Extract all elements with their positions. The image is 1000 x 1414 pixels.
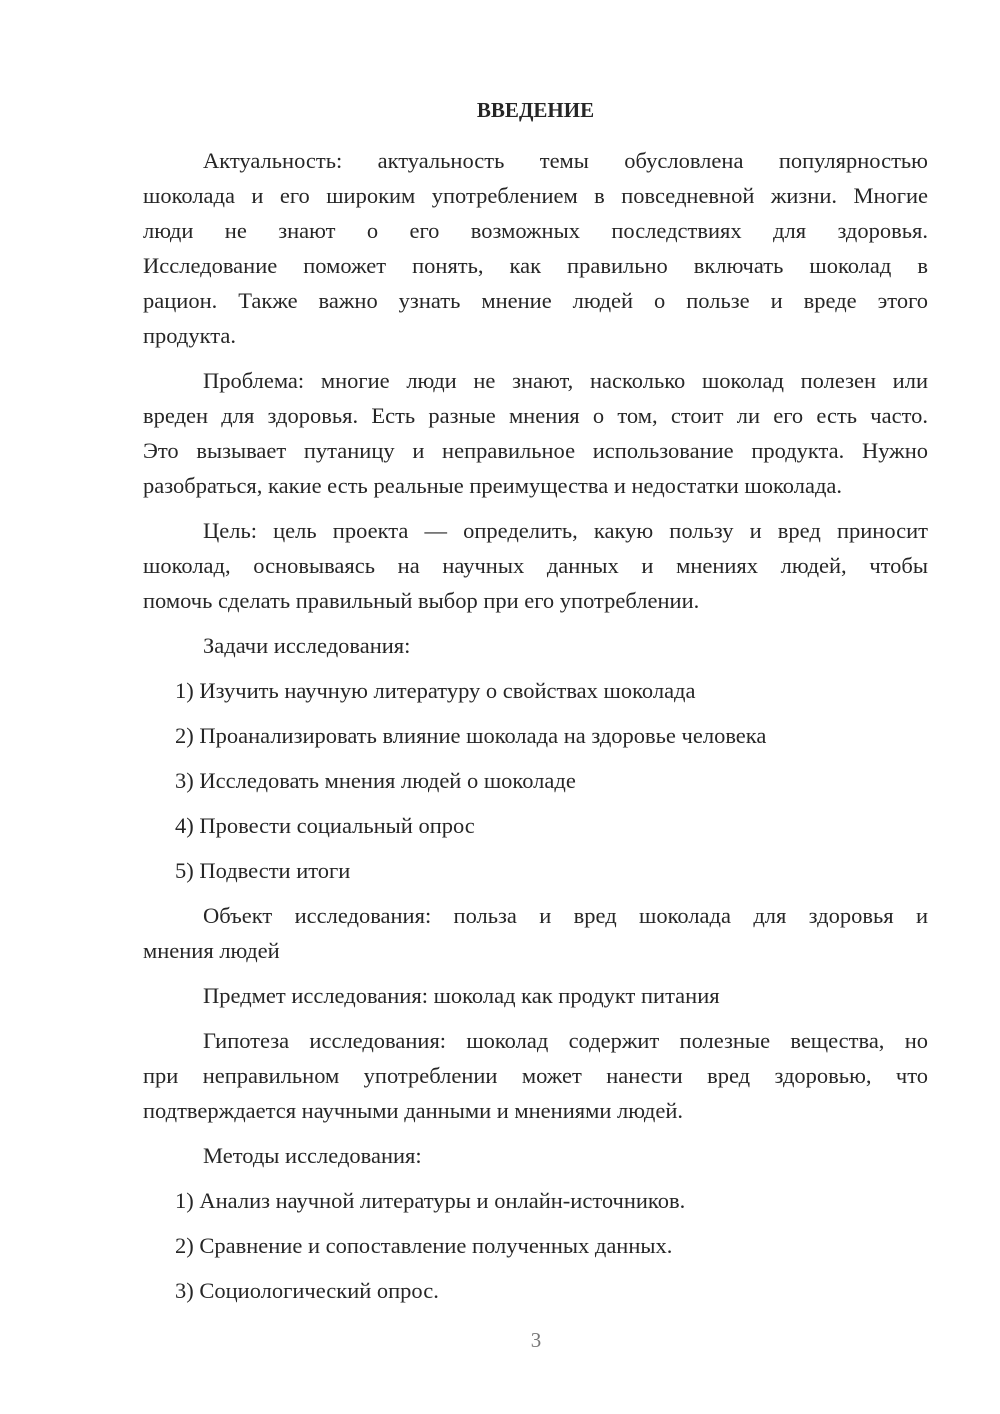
text-line: Это вызывает путаницу и неправильное использование продукта. Нужно	[143, 438, 928, 463]
text-line: продукта.	[143, 323, 236, 348]
document-body	[143, 143, 928, 1308]
text-line: люди не знают о его возможных последствиях для здоровья.	[143, 218, 928, 243]
method-item: 1) Анализ научной литературы и онлайн-источников.	[175, 1188, 686, 1213]
subject-paragraph	[143, 978, 928, 1013]
text-line: рацион. Также важно узнать мнение людей о пользе и вреде этого	[143, 288, 928, 313]
text-line: Цель: цель проекта — определить, какую пользу и вред приносит	[203, 518, 928, 543]
task-item: 1) Изучить научную литературу о свойствах шоколада	[175, 678, 696, 703]
tasks-heading	[143, 628, 928, 663]
page-number: 3	[530, 1328, 542, 1352]
text-line: мнения людей	[143, 938, 280, 963]
text-line: Объект исследования: польза и вред шоколада для здоровья и	[203, 903, 928, 928]
text-line: Актуальность: актуальность темы обусловлена популярностью	[203, 148, 928, 173]
text-line: помочь сделать правильный выбор при его употреблении.	[143, 588, 700, 613]
text-line: Методы исследования:	[203, 1143, 422, 1168]
text-line: шоколад, основываясь на научных данных и мнениях людей, чтобы	[143, 553, 928, 578]
text-line: Предмет исследования: шоколад как продукт питания	[203, 983, 720, 1008]
task-item: 3) Исследовать мнения людей о шоколаде	[175, 768, 576, 793]
text-line: подтверждается научными данными и мнениями людей.	[143, 1098, 683, 1123]
text-line: Проблема: многие люди не знают, насколько шоколад полезен или	[203, 368, 928, 393]
document-page	[143, 93, 928, 1318]
task-item: 4) Провести социальный опрос	[175, 813, 475, 838]
problem-paragraph	[143, 363, 928, 503]
page-title: ВВЕДЕНИЕ	[476, 98, 595, 122]
relevance-paragraph	[143, 143, 928, 353]
text-line: Исследование поможет понять, как правильно включать шоколад в	[143, 253, 928, 278]
goal-paragraph	[143, 513, 928, 618]
text-line: Задачи исследования:	[203, 633, 411, 658]
hypothesis-paragraph	[143, 1023, 928, 1128]
methods-heading	[143, 1138, 928, 1173]
text-line: шоколада и его широким употреблением в повседневной жизни. Многие	[143, 183, 928, 208]
task-item: 2) Проанализировать влияние шоколада на здоровье человека	[175, 723, 767, 748]
object-paragraph	[143, 898, 928, 968]
text-line: при неправильном употреблении может нанести вред здоровью, что	[143, 1063, 928, 1088]
method-item: 3) Социологический опрос.	[175, 1278, 439, 1303]
text-line: Гипотеза исследования: шоколад содержит полезные вещества, но	[203, 1028, 928, 1053]
text-line: вреден для здоровья. Есть разные мнения о том, стоит ли его есть часто.	[143, 403, 928, 428]
text-line: разобраться, какие есть реальные преимущества и недостатки шоколада.	[143, 473, 843, 498]
task-item: 5) Подвести итоги	[175, 858, 351, 883]
method-item: 2) Сравнение и сопоставление полученных данных.	[175, 1233, 673, 1258]
